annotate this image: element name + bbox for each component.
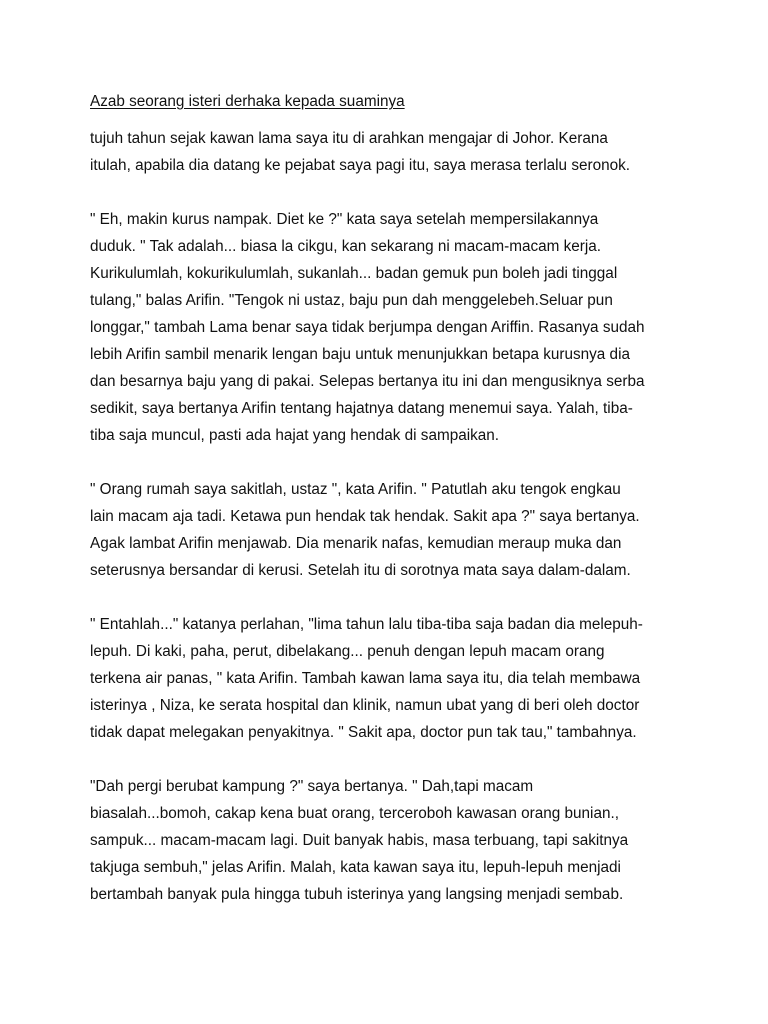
text-line: longgar," tambah Lama benar saya tidak berjumpa dengan Ariffin. Rasanya sudah [90, 319, 645, 336]
text-line: lain macam aja tadi. Ketawa pun hendak tak hendak. Sakit apa ?" saya bertanya. [90, 508, 640, 525]
text-line: tiba saja muncul, pasti ada hajat yang hendak di sampaikan. [90, 427, 500, 444]
text-line: sedikit, saya bertanya Arifin tentang hajatnya datang menemui saya. Yalah, tiba- [90, 400, 633, 417]
paragraph-5 [90, 773, 690, 908]
document-title: Azab seorang isteri derhaka kepada suaminya [90, 93, 405, 110]
text-line: sampuk... macam-macam lagi. Duit banyak habis, masa terbuang, tapi sakitnya [90, 832, 629, 849]
text-line: isterinya , Niza, ke serata hospital dan klinik, namun ubat yang di beri oleh doctor [90, 697, 640, 714]
paragraph-1 [90, 125, 690, 179]
text-line: " Eh, makin kurus nampak. Diet ke ?" kata saya setelah mempersilakannya [90, 211, 599, 228]
text-line: seterusnya bersandar di kerusi. Setelah itu di sorotnya mata saya dalam-dalam. [90, 562, 631, 579]
text-line: " Orang rumah saya sakitlah, ustaz ", kata Arifin. " Patutlah aku tengok engkau [90, 481, 621, 498]
paragraph-4 [90, 611, 690, 746]
text-line: takjuga sembuh," jelas Arifin. Malah, kata kawan saya itu, lepuh-lepuh menjadi [90, 859, 621, 876]
text-line: terkena air panas, " kata Arifin. Tambah kawan lama saya itu, dia telah membawa [90, 670, 641, 687]
text-line: Agak lambat Arifin menjawab. Dia menarik nafas, kemudian meraup muka dan [90, 535, 622, 552]
text-line: tujuh tahun sejak kawan lama saya itu di arahkan mengajar di Johor. Kerana [90, 130, 608, 147]
text-line: biasalah...bomoh, cakap kena buat orang, terceroboh kawasan orang bunian., [90, 805, 619, 822]
text-line: "Dah pergi berubat kampung ?" saya bertanya. " Dah,tapi macam [90, 778, 534, 795]
text-line: tulang," balas Arifin. "Tengok ni ustaz, baju pun dah menggelebeh.Seluar pun [90, 292, 613, 309]
text-line: tidak dapat melegakan penyakitnya. " Sakit apa, doctor pun tak tau," tambahnya. [90, 724, 637, 741]
paragraph-2 [90, 206, 690, 449]
text-line: lebih Arifin sambil menarik lengan baju untuk menunjukkan betapa kurusnya dia [90, 346, 630, 363]
text-line: duduk. " Tak adalah... biasa la cikgu, kan sekarang ni macam-macam kerja. [90, 238, 602, 255]
text-line: bertambah banyak pula hingga tubuh isterinya yang langsing menjadi sembab. [90, 886, 624, 903]
text-line: Kurikulumlah, kokurikulumlah, sukanlah... badan gemuk pun boleh jadi tinggal [90, 265, 618, 282]
paragraph-3 [90, 476, 690, 584]
text-line: itulah, apabila dia datang ke pejabat saya pagi itu, saya merasa terlalu seronok. [90, 157, 630, 174]
text-line: " Entahlah..." katanya perlahan, "lima tahun lalu tiba-tiba saja badan dia melepuh- [90, 616, 643, 633]
text-line: dan besarnya baju yang di pakai. Selepas bertanya itu ini dan mengusiknya serba [90, 373, 645, 390]
text-line: lepuh. Di kaki, paha, perut, dibelakang... penuh dengan lepuh macam orang [90, 643, 605, 660]
document-body [90, 88, 690, 935]
